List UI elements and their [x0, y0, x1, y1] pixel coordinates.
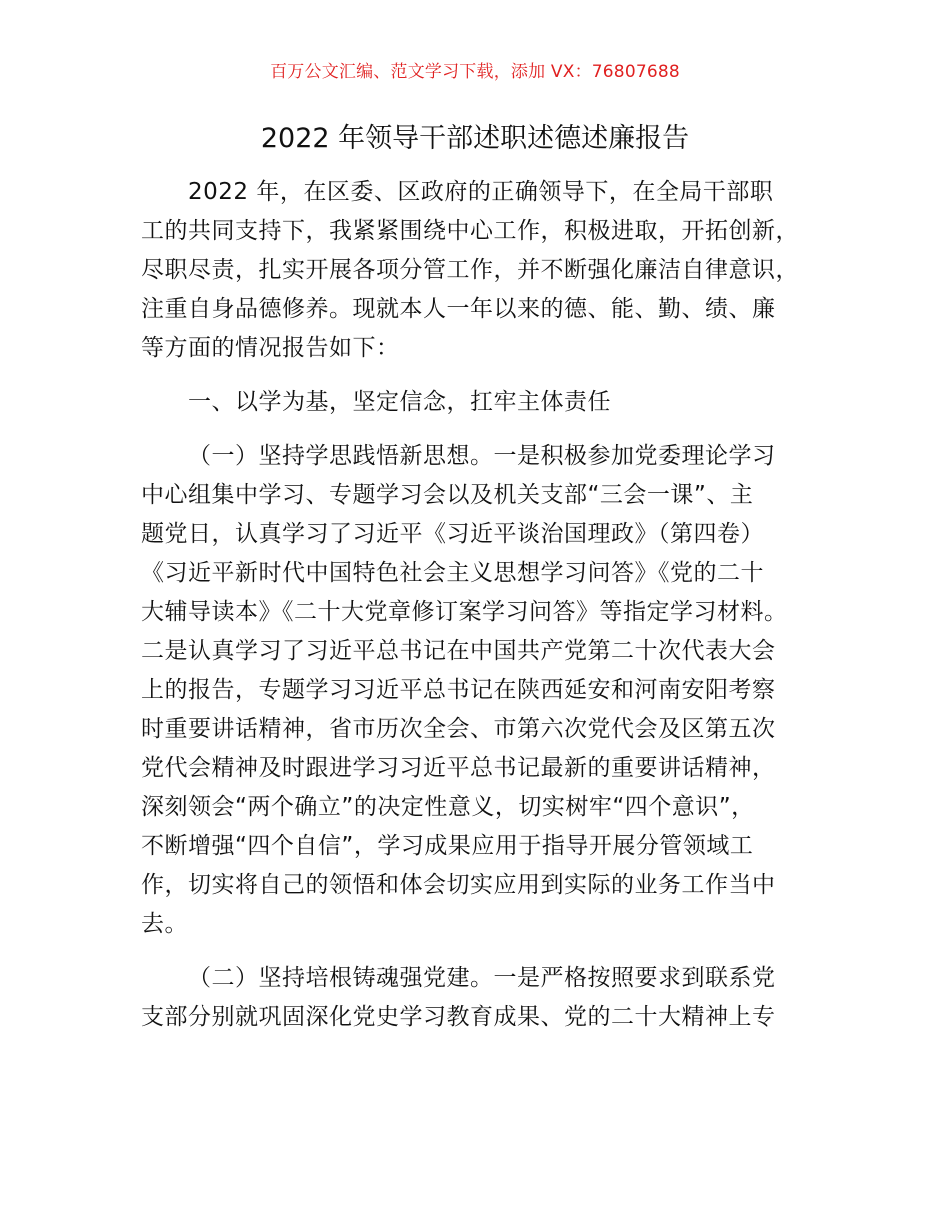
text-line: 工的共同支持下，我紧紧围绕中心工作，积极进取，开拓创新，	[141, 218, 799, 244]
watermark-header: 百万公文汇编、范文学习下载，添加 VX：76807688	[270, 62, 680, 82]
text-line: 注重自身品德修养。现就本人一年以来的德、能、勤、绩、廉	[141, 296, 776, 322]
document-title: 2022 年领导干部述职述德述廉报告	[260, 123, 690, 154]
text-line: 去。	[141, 911, 188, 937]
section-heading-1	[141, 383, 821, 422]
text-line: 大辅导读本》《二十大党章修订案学习问答》等指定学习材料。	[141, 599, 788, 625]
text-line: 支部分别就巩固深化党史学习教育成果、党的二十大精神上专	[141, 1004, 776, 1030]
text-line: 《习近平新时代中国特色社会主义思想学习问答》《党的二十	[141, 560, 764, 586]
text-line: 2022 年，在区委、区政府的正确领导下，在全局干部职	[188, 179, 774, 205]
text-line: 尽职尽责，扎实开展各项分管工作，并不断强化廉洁自律意识，	[141, 257, 799, 283]
text-line: 时重要讲话精神，省市历次全会、市第六次党代会及区第五次	[141, 716, 776, 742]
text-line: 作，切实将自己的领悟和体会切实应用到实际的业务工作当中	[141, 872, 776, 898]
text-line: （二）坚持培根铸魂强党建。一是严格按照要求到联系党	[188, 965, 776, 991]
text-line: 不断增强“四个自信”，学习成果应用于指导开展分管领域工	[141, 833, 754, 859]
text-line: （一）坚持学思践悟新思想。一是积极参加党委理论学习	[188, 443, 776, 469]
text-line: 等方面的情况报告如下：	[141, 335, 400, 361]
text-line: 中心组集中学习、专题学习会以及机关支部“三会一课”、主	[141, 482, 754, 508]
text-line: 深刻领会“两个确立”的决定性意义，切实树牢“四个意识”，	[141, 794, 755, 820]
paragraph-intro	[141, 173, 821, 368]
text-line: 上的报告，专题学习习近平总书记在陕西延安和河南安阳考察	[141, 677, 776, 703]
text-line: 题党日，认真学习了习近平《习近平谈治国理政》（第四卷）	[141, 521, 764, 547]
document-body	[141, 173, 821, 1037]
paragraph-subsection-1	[141, 437, 821, 944]
section-heading: 一、以学为基，坚定信念，扛牢主体责任	[188, 389, 611, 415]
text-line: 党代会精神及时跟进学习习近平总书记最新的重要讲话精神，	[141, 755, 776, 781]
paragraph-subsection-2	[141, 959, 821, 1037]
text-line: 二是认真学习了习近平总书记在中国共产党第二十次代表大会	[141, 638, 776, 664]
